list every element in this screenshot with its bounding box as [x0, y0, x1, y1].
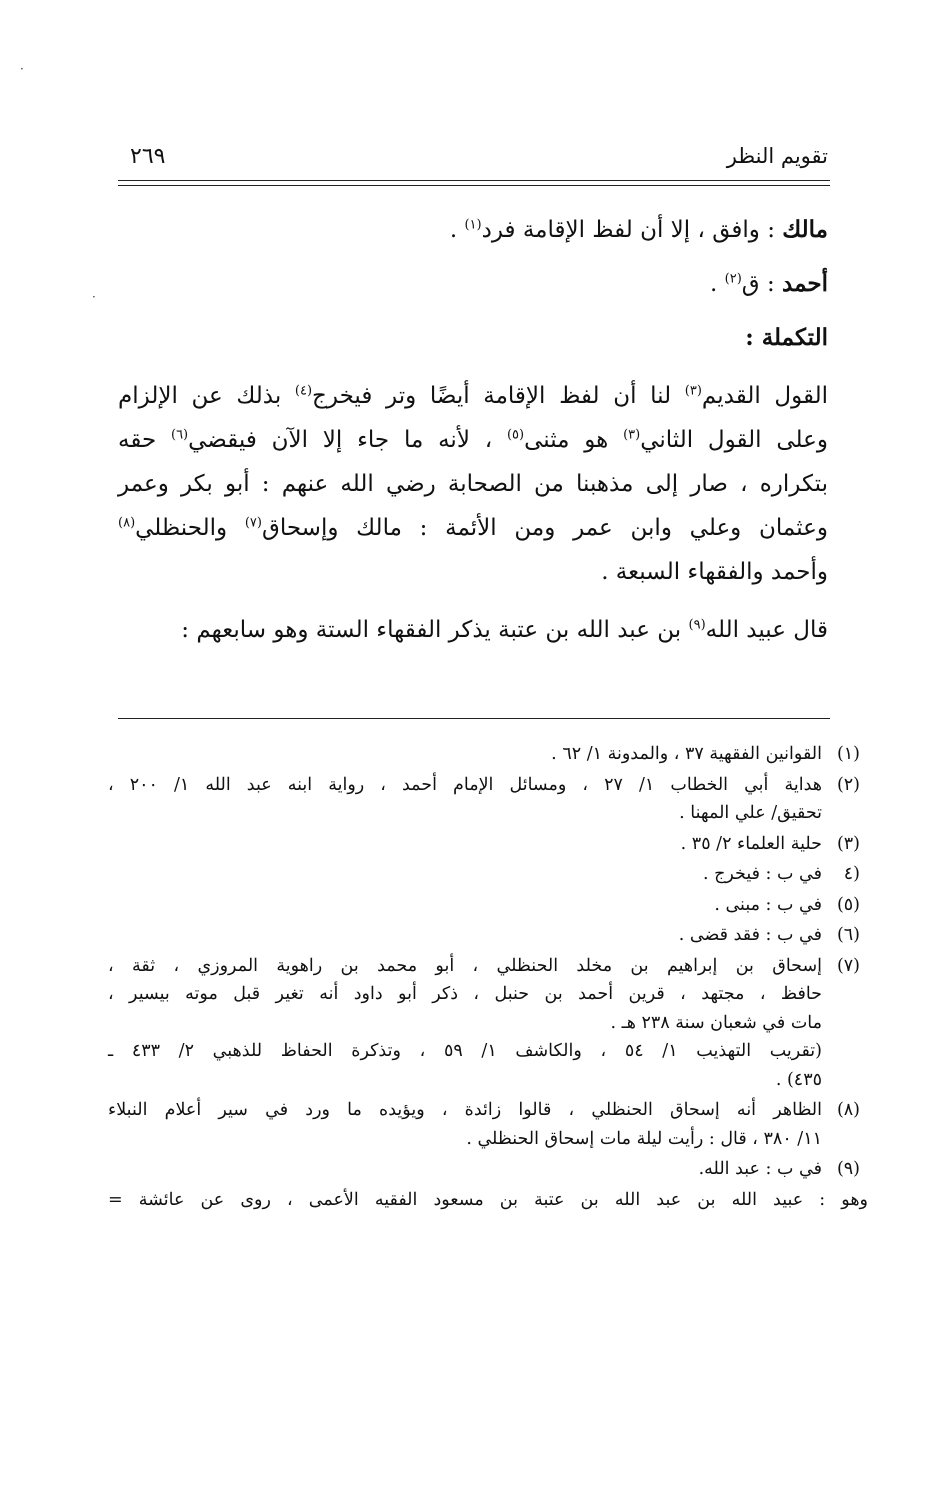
footnote-number: (٥)	[836, 894, 860, 915]
footnote-text: الظاهر أنه إسحاق الحنظلي ، قالوا زائدة ، ويؤيده ما ورد في سير أعلام النبلاء	[108, 1100, 822, 1120]
footnote-number: (٤	[843, 864, 860, 884]
footnote-number: (٢)	[836, 774, 860, 795]
footnote-text: ٤٣٥) .	[775, 1069, 822, 1090]
footnote-ref: (٣)	[623, 427, 641, 443]
footnote-text: إسحاق بن إبراهيم بن مخلد الحنظلي ، أبو محمد بن راهوية المروزي ، ثقة ،	[108, 955, 822, 976]
term-malik: مالك	[782, 216, 828, 243]
section-heading-takmila: التكملة :	[745, 324, 828, 351]
header-rule	[118, 180, 830, 181]
footnote-8	[108, 1096, 860, 1153]
footnote-4	[108, 860, 860, 889]
main-text	[118, 208, 828, 652]
text-line: وعلى القول الثاني$^{(٣)}$ هو مثنى$^{(٥)}$ ، لأنه ما جاء إلا الآن فيقضي$^{(٦)}$ حقه	[118, 427, 828, 453]
footnote-6	[108, 921, 860, 950]
ahmad-line: أحمد : ق$^{(٢)}$ .	[710, 270, 828, 297]
footnote-text: هداية أبي الخطاب ١/ ٢٧ ، ومسائل الإمام أحمد ، رواية ابنه عبد الله ١/ ٢٠٠ ،	[108, 774, 823, 795]
footnote-text: تحقيق/ علي المهنا .	[679, 803, 822, 823]
footnote-number: (٩)	[836, 1159, 860, 1179]
text-line: القول القديم$^{(٣)}$ لنا أن لفظ الإقامة أيضًا وتر فيخرج$^{(٤)}$ بذلك عن الإلزام	[118, 383, 828, 409]
footnote-1	[108, 740, 860, 769]
footnote-7	[108, 952, 860, 1095]
footnote-text: حلية العلماء ٢/ ٣٥ .	[680, 833, 822, 854]
footnote-number: (٨)	[836, 1100, 860, 1120]
footnote-text: حافظ ، مجتهد ، قرين أحمد بن حنبل ، ذكر أبو داود أنه تغير قبل موته بيسير ،	[108, 984, 822, 1004]
running-head	[118, 140, 828, 176]
header-rule-thin	[118, 185, 830, 186]
footnote-ref: (٥)	[506, 427, 525, 443]
running-title: تقويم النظر	[726, 144, 828, 168]
footnote-text: ١١/ ٣٨٠ ، قال : رأيت ليلة مات إسحاق الحنظلي .	[466, 1128, 822, 1149]
footnote-ref: (٦)	[170, 427, 189, 443]
scan-speck: ·	[20, 62, 24, 76]
footnotes	[108, 740, 868, 1216]
footnote-text: (تقريب التهذيب ١/ ٥٤ ، والكاشف ١/ ٥٩ ، وتذكرة الحفاظ للذهبي ٢/ ٤٣٣ ـ	[108, 1041, 822, 1061]
footnote-ref: (١)	[464, 217, 482, 233]
paragraph-1	[118, 374, 828, 594]
footnote-number: (٦)	[836, 925, 860, 945]
footnote-continuation: وهو : عبيد الله بن عبد الله بن عتبة بن مسعود الفقيه الأعمى ، روى عن عائشة =	[108, 1189, 868, 1210]
footnote-number: (٧)	[836, 955, 860, 976]
footnote-text: في ب : فيخرج .	[702, 864, 822, 884]
footnote-text: في ب : فقد قضى .	[678, 925, 822, 945]
page-number: ٢٦٩	[130, 144, 166, 169]
text-line: وأحمد والفقهاء السبعة .	[601, 559, 828, 585]
scan-speck: ·	[92, 290, 96, 304]
footnote-ref: (٢)	[724, 271, 742, 287]
term-ahmad: أحمد	[782, 270, 828, 297]
footnote-ref: (٤)	[294, 383, 313, 399]
footnote-ref: (٩)	[688, 617, 706, 633]
footnote-rule	[118, 718, 830, 719]
footnote-text: مات في شعبان سنة ٢٣٨ هـ .	[610, 1012, 822, 1033]
footnote-ref: (٨)	[118, 515, 136, 531]
footnote-text: القوانين الفقهية ٣٧ ، والمدونة ١/ ٦٢ .	[551, 744, 822, 764]
footnote-ref: (٣)	[684, 383, 702, 399]
footnote-9	[108, 1155, 860, 1184]
text-line: وعثمان وعلي وابن عمر ومن الأئمة : مالك وإسحاق$^{(٧)}$ والحنظلي$^{(٨)}$	[118, 515, 828, 541]
footnote-text: في ب : عبد الله.	[698, 1159, 822, 1179]
footnote-ref: (٧)	[244, 515, 262, 531]
footnote-2	[108, 771, 860, 828]
malik-line: مالك : وافق ، إلا أن لفظ الإقامة فرد$^{(١)}$ .	[449, 216, 828, 243]
text-line: بتكراره ، صار إلى مذهبنا من الصحابة رضي الله عنهم : أبو بكر وعمر	[118, 471, 828, 497]
footnote-text: في ب : مبنى .	[714, 894, 822, 915]
footnote-number: (٣)	[836, 833, 860, 854]
footnote-3	[108, 830, 860, 859]
footnote-number: (١)	[836, 744, 860, 764]
paragraph-2: قال عبيد الله$^{(٩)}$ بن عبد الله بن عتبة يذكر الفقهاء الستة وهو سابعهم :	[181, 617, 828, 643]
footnote-5	[108, 891, 860, 920]
